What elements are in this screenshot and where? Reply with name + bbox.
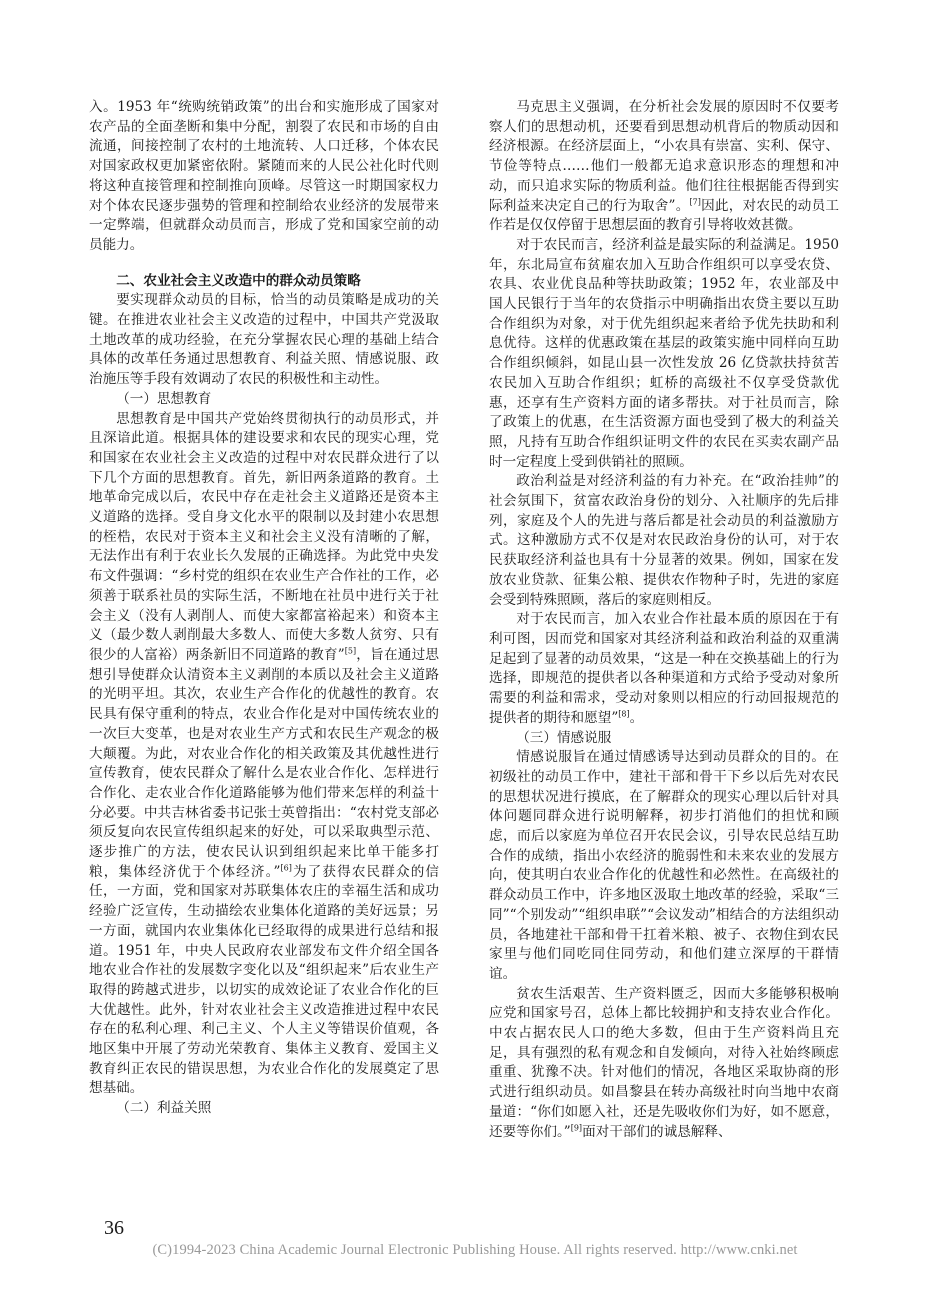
- citation: [8]: [618, 709, 630, 719]
- paragraph: 政治利益是对经济利益的有力补充。在“政治挂帅”的社会氛围下，贫富农政治身份的划分、入社顺序的先后排列，家庭及个人的先进与落后都是社会动员的利益激励方式。这种激励方式不仅是对农民政治身份的认可，对于农民获取经济利益也具有十分显著的效果。例如，国家在发放农业贷款、征集公粮、提供农作物种子时，先进的家庭会受到特殊照顾，落后的家庭则相反。: [489, 473, 839, 608]
- paragraph: [489, 98, 839, 236]
- section-heading: 二、农业社会主义改造中的群众动员策略: [116, 272, 361, 289]
- paragraph: [489, 610, 839, 728]
- paragraph-text: 对于农民而言，加入农业合作社最本质的原因在于有利可图，因而党和国家对其经济利益和政治利益的双重满足起到了显著的动员效果，“这是一种在交换基础上的行为选择，即规范的提供者以各种渠道和方式给予受动对象所需要的利益和需求，受动对象则以相应的行动回报规范的提供者的期待和愿望”: [489, 611, 839, 726]
- citation: [9]: [570, 1123, 583, 1133]
- paragraph: 要实现群众动员的目标，恰当的动员策略是成功的关键。在推进农业社会主义改造的过程中，中国共产党汲取土地改革的成功经验，在充分掌握农民心理的基础上结合具体的改革任务通过思想教育、利益关照、情感说服、政治施压等手段有效调动了农民的积极性和主动性。: [89, 292, 439, 388]
- paragraph-text: 马克思主义强调，在分析社会发展的原因时不仅要考察人们的思想动机，还要看到思想动机背后的物质动因和经济根源。在经济层面上，“小农具有崇富、实利、保守、节俭等特点……他们一般都无追求意识形态的理想和冲动，而只追求实际的物质利益。他们往往根据能否得到实际利益来决定自己的行为取舍”。: [489, 99, 839, 214]
- subsection-heading: （一）思想教育: [116, 390, 212, 407]
- paragraph: 入。1953 年“统购统销政策”的出台和实施形成了国家对农产品的全面垄断和集中分配，割裂了农民和市场的自由流通，间接控制了农村的土地流转、人口迁移，个体农民对国家政权更加紧密依附。紧随而来的人民公社化时代则将这种直接管理和控制推向顶峰。尽管这一时期国家权力对个体农民逐步强势的管理和控制给农业经济的发展带来一定弊端，但就群众动员而言，形成了党和国家空前的动员能力。: [89, 99, 439, 253]
- paragraph-text: 面对干部们的诚恳解释、: [582, 1123, 732, 1140]
- paragraph: 情感说服旨在通过情感诱导达到动员群众的目的。在初级社的动员工作中，建社干部和骨干下乡以后先对农民的思想状况进行摸底，在了解群众的现实心理以后针对具体问题同群众进行说明解释，初步打消他们的担忧和顾虑，而后以家庭为单位召开农民会议，引导农民总结互助合作的成绩，指出小农经济的脆弱性和未来农业的发展方向，使其明白农业合作化的优越性和必然性。在高级社的群众动员工作中，许多地区汲取土地改革的经验，采取“三同”“个别发动”“组织串联”“会议发动”相结合的方法组织动员，各地建社干部和骨干扛着米粮、被子、衣物住到农民家里与他们同吃同住同劳动，和他们建立深厚的干群情谊。: [489, 749, 839, 982]
- left-column: [89, 98, 439, 1119]
- copyright-footer: (C)1994-2023 China Academic Journal Electronic Publishing House. All rights reserved. http://www.cnki.net: [152, 1242, 798, 1258]
- citation: [7]: [689, 196, 701, 206]
- subsection-heading: （二）利益关照: [116, 1100, 212, 1117]
- citation: [6]: [280, 863, 292, 873]
- paragraph-text: 贫农生活艰苦、生产资料匮乏，因而大多能够积极响应党和国家号召，总体上都比较拥护和支持农业合作化。中农占据农民人口的绝大多数，但由于生产资料尚且充足，具有强烈的私有观念和自发倾向，对待入社始终顾虑重重、犹豫不决。针对他们的情况，各地区采取协商的形式进行组织动员。如昌黎县在转办高级社时向当地中农商量道：“你们如愿入社，还是先吸收你们为好，如不愿意，还要等你们。”: [489, 985, 839, 1140]
- paragraph-text: ，旨在通过思想引导使群众认清资本主义剥削的本质以及社会主义道路的光明平坦。其次，农业生产合作化的优越性的教育。农民具有保守重利的特点，农业合作化是对中国传统农业的一次巨大变革，也是对农业生产方式和农民生产观念的极大颠覆。为此，对农业合作化的相关政策及其优越性进行宣传教育，使农民群众了解什么是农业合作化、怎样进行合作化、走农业合作化道路能够为他们带来怎样的利益十分必要。中共吉林省委书记张士英曾指出：“农村党支部必须反复向农民宣传组织起来的好处，可以采取典型示范、逐步推广的方法，使农民认识到组织起来比单干能多打粮，集体经济优于个体经济。”: [89, 646, 440, 880]
- paragraph-text: 。: [629, 709, 644, 726]
- paragraph-text: 因此，对农民的动员工作若是仅仅停留于思想层面的教育引导将收效甚微。: [489, 197, 840, 234]
- page-number: 36: [104, 1217, 124, 1239]
- paragraph: [489, 985, 839, 1143]
- paragraph-text: 为了获得农民群众的信任，一方面，党和国家对苏联集体农庄的幸福生活和成功经验广泛宣传，生动描绘农业集体化道路的美好远景；另一方面，就国内农业集体化已经取得的成果进行总结和报道。1951 年，中央人民政府农业部发布文件介绍全国各地农业合作社的发展数字变化以及“组织起来”后农业生产取得的跨越式进步，以切实的成效论证了农业合作化的巨大优越性。此外，针对农业社会主义改造推进过程中农民存在的私利心理、利己主义、个人主义等错误价值观，各地区集中开展了劳动光荣教育、集体主义教育、爱国主义教育纠正农民的错误思想，为农业合作化的发展奠定了思想基础。: [89, 863, 440, 1097]
- paragraph: 对于农民而言，经济利益是最实际的利益满足。1950 年，东北局宣布贫雇农加入互助合作组织可以享受农贷、农具、农业优良品种等扶助政策；1952 年，农业部及中国人民银行于当年的农贷指示中明确指出农贷主要以互助合作组织为对象，对于优先组织起来者给予优先扶助和利息优待。这样的优惠政策在基层的政策实施中同样向互助合作组织倾斜，如昆山县一次性发放 26 亿贷款扶持贫苦农民加入互助合作组织；虹桥的高级社不仅享受贷款优惠，还享有生产资料方面的诸多帮扶。对于社员而言，除了政策上的优惠，在生活资源方面也受到了极大的利益关照，凡持有互助合作组织证明文件的农民在买卖农副产品时一定程度上受到供销社的照顾。: [489, 236, 839, 470]
- citation: [5]: [344, 646, 357, 656]
- subsection-heading: （三）情感说服: [516, 729, 612, 746]
- right-column: [489, 98, 839, 1142]
- paragraph: [89, 410, 439, 1100]
- paragraph-text: 思想教育是中国共产党始终贯彻执行的动员形式，并且深谙此道。根据具体的建设要求和农民的现实心理，党和国家在农业社会主义改造的过程中对农民群众进行了以下几个方面的思想教育。首先，新旧两条道路的教育。土地革命完成以后，农民中存在走社会主义道路还是资本主义道路的选择。受自身文化水平的限制以及封建小农思想的桎梏，农民对于资本主义和社会主义没有清晰的了解，无法作出有利于农业长久发展的正确选择。为此党中央发布文件强调：“乡村党的组织在农业生产合作社的工作，必须善于联系社员的实际生活，不断地在社员中进行关于社会主义（没有人剥削人、而使大家都富裕起来）和资本主义（最少数人剥削最大多数人、而使大多数人贫穷、只有很少的人富裕）两条新旧不同道路的教育”: [89, 410, 439, 663]
